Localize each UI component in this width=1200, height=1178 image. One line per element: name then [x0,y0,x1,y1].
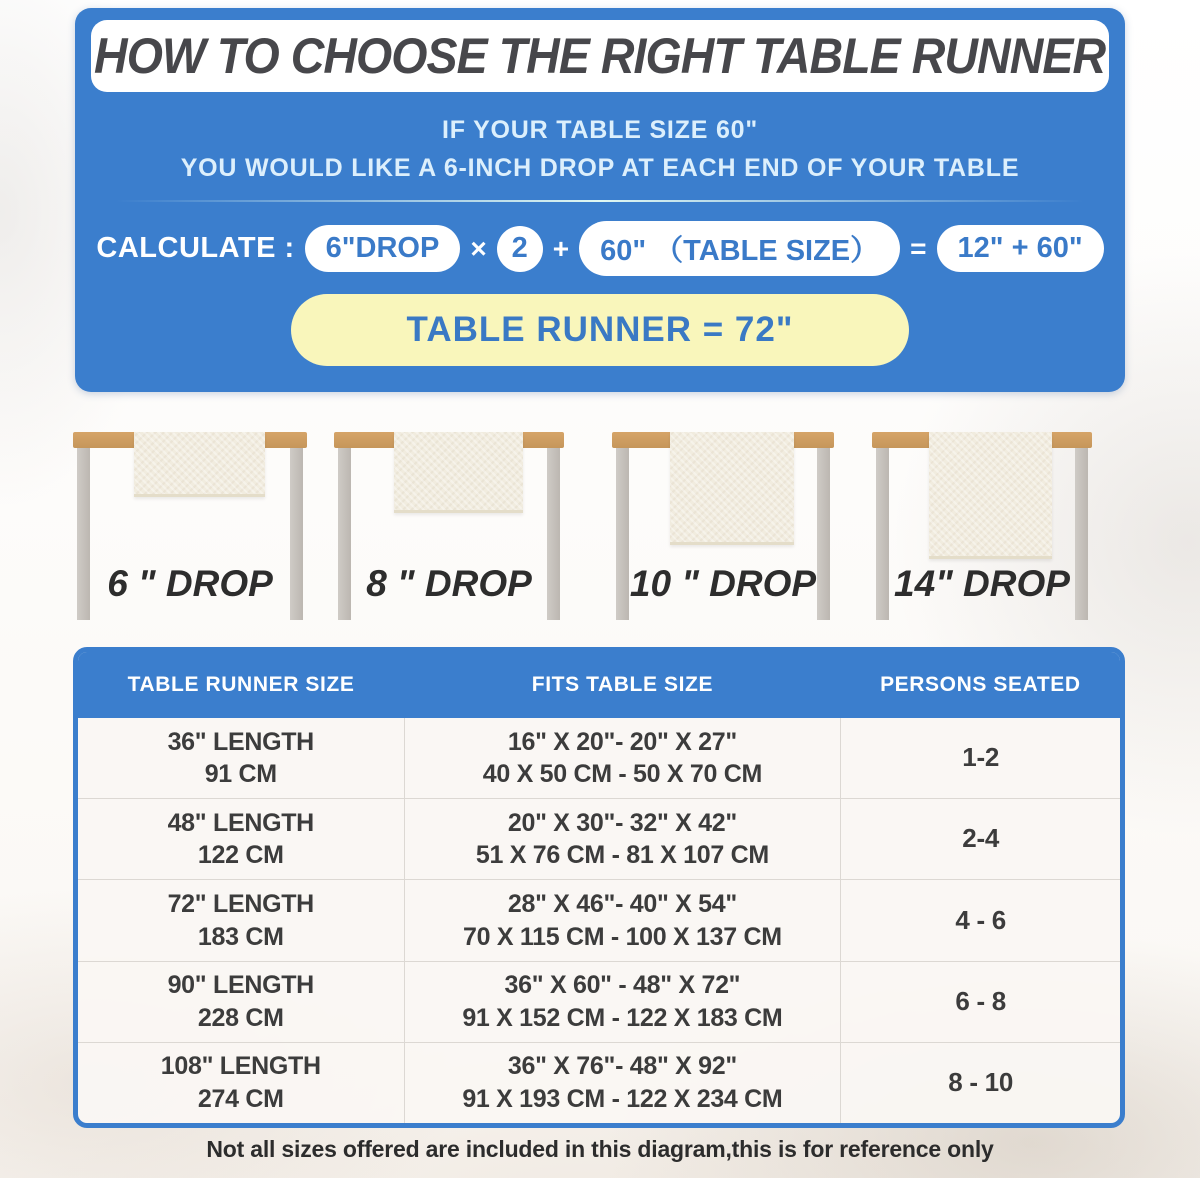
runner-size-cm: 228 CM [197,1003,284,1032]
runner-size-inches: 36" LENGTH [167,727,314,756]
size-chart-body [78,718,1120,1123]
calculation-row [75,221,1125,276]
runner-size-cm: 274 CM [197,1084,284,1113]
footer-disclaimer: Not all sizes offered are included in this diagram,this is for reference only [206,1136,994,1162]
table-row [78,798,1120,879]
runner-size-cell [78,962,404,1042]
persons-seated-cell: 6 - 8 [840,962,1120,1042]
divider-line [96,200,1104,202]
subtitle-line-2: YOU WOULD LIKE A 6-INCH DROP AT EACH END OF YOUR TABLE [180,154,1020,182]
fits-size-cell [404,799,841,879]
drop-diagram-row [0,425,1200,640]
fits-size-cm: 40 X 50 CM - 50 X 70 CM [482,760,763,789]
fits-size-inches: 16" X 20"- 20" X 27" [507,727,737,756]
equals-sign: = [910,232,927,264]
table-figure-8-drop [334,425,564,640]
table-row [78,1042,1120,1123]
runner-size-inches: 72" LENGTH [167,890,314,918]
drop-label: 8 " DROP [366,563,532,604]
table-row [78,879,1120,960]
fits-size-cm: 51 X 76 CM - 81 X 107 CM [475,841,769,870]
persons-seated-cell: 4 - 6 [840,880,1120,960]
drop-label: 6 " DROP [107,563,273,604]
subtitle-line-1: IF YOUR TABLE SIZE 60" [441,116,759,144]
table-size-pill: 60" （TABLE SIZE） [579,221,900,276]
calculate-label: CALCULATE : [96,232,295,264]
table-figure-6-drop [73,425,307,640]
runner-size-cm: 183 CM [197,922,284,951]
fits-size-cell [404,962,841,1042]
times-sign: × [470,232,487,264]
runner-size-inches: 48" LENGTH [167,808,314,837]
persons-seated-cell: 1-2 [840,718,1120,798]
table-runner-cloth [670,432,794,545]
fits-size-cell [404,718,841,798]
runner-size-cell [78,799,404,879]
fits-size-inches: 36" X 76"- 48" X 92" [507,1052,737,1081]
runner-size-cell [78,1043,404,1123]
table-row [78,718,1120,798]
column-header-runner-size: TABLE RUNNER SIZE [127,673,355,696]
runner-size-inches: 108" LENGTH [160,1052,321,1081]
table-runner-cloth [394,432,523,513]
fits-size-cm: 70 X 115 CM - 100 X 137 CM [463,922,782,951]
fits-size-cm: 91 X 193 CM - 122 X 234 CM [462,1084,783,1113]
column-header-persons-seated: PERSONS SEATED [880,673,1081,696]
drop-label: 14" DROP [894,563,1070,604]
size-chart-panel [73,647,1125,1128]
table-runner-cloth [134,432,265,497]
runner-size-cell [78,880,404,960]
fits-size-cell [404,1043,841,1123]
runner-size-cm: 122 CM [197,841,284,870]
fits-size-inches: 20" X 30"- 32" X 42" [507,808,737,837]
runner-size-inches: 90" LENGTH [167,971,314,1000]
fits-size-inches: 36" X 60" - 48" X 72" [504,971,741,1000]
sum-pill: 12" + 60" [937,225,1104,272]
fits-size-inches: 28" X 46"- 40" X 54" [507,890,737,918]
size-chart-header [78,652,1120,718]
table-figure-14-drop [872,425,1092,640]
table-row [78,961,1120,1042]
fits-size-cm: 91 X 152 CM - 122 X 183 CM [462,1003,783,1032]
plus-sign: + [552,232,570,264]
title-banner [91,20,1109,92]
runner-size-cell [78,718,404,798]
persons-seated-cell: 2-4 [840,799,1120,879]
runner-size-cm: 91 CM [204,760,277,789]
drop-value-pill: 6"DROP [305,225,461,272]
result-pill: TABLE RUNNER = 72" [291,294,909,366]
persons-seated-cell: 8 - 10 [840,1043,1120,1123]
table-figure-10-drop [612,425,834,640]
drop-label: 10 " DROP [629,563,817,604]
page-title: HOW TO CHOOSE THE RIGHT TABLE RUNNER [94,28,1106,84]
fits-size-cell [404,880,841,960]
column-header-fits-table-size: FITS TABLE SIZE [531,673,714,696]
table-runner-cloth [929,432,1052,559]
header-panel [75,8,1125,392]
multiplier-badge: 2 [497,226,543,272]
